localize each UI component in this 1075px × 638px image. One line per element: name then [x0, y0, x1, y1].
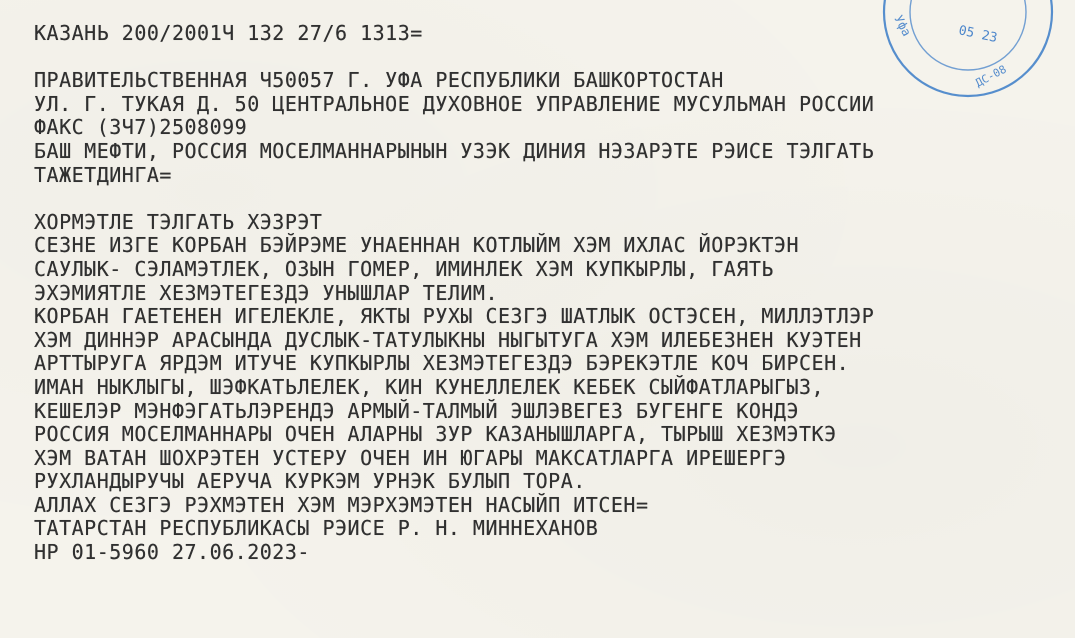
body-line: РУХЛАНДЫРУЧЫ АЕРУЧА КУРКЭМ УРНЭК БУЛЫП ТОРА. — [34, 469, 586, 494]
body-line: СЕЗНЕ ИЗГЕ КОРБАН БЭЙРЭМЕ УНАЕННАН КОТЛЫЙМ ХЭМ ИХЛАС ЙОРЭКТЭН — [34, 233, 800, 258]
body-line: КЕШЕЛЭР МЭНФЭГАТЬЛЭРЕНДЭ АРМЫЙ-ТАЛМЫЙ ЭШЛЭВЕГЕЗ БУГЕНГЕ КОНДЭ — [34, 398, 800, 423]
address-line: УЛ. Г. ТУКАЯ Д. 50 ЦЕНТРАЛЬНОЕ ДУХОВНОЕ УПРАВЛЕНИЕ МУСУЛЬМАН РОССИИ — [34, 91, 875, 116]
body-line: КОРБАН ГАЕТЕНЕН ИГЕЛЕКЛЕ, ЯКТЫ РУХЫ СЕЗГЭ ШАТЛЫК ОСТЭСЕН, МИЛЛЭТЛЭР — [34, 304, 875, 329]
blank-line — [34, 46, 1064, 70]
body-line: ХЭМ ДИННЭР АРАСЫНДА ДУСЛЫК-ТАТУЛЫКНЫ НЫГЫТУГА ХЭМ ИЛЕБЕЗНЕН КУЭТЕН — [34, 327, 862, 352]
body-line: ХЭМ ВАТАН ШОХРЭТЕН УСТЕРУ ОЧЕН ИН ЮГАРЫ МАКСАТЛАРГА ИРЕШЕРГЭ — [34, 445, 787, 470]
address-line: ПРАВИТЕЛЬСТВЕННАЯ Ч50057 Г. УФА РЕСПУБЛИКИ БАШКОРТОСТАН — [34, 68, 724, 93]
stamp-right-text: ДС-08 — [973, 62, 1009, 90]
body-line: ЭХЭМИЯТЛЕ ХЕЗМЭТЕГЕЗДЭ УНЫШЛАР ТЕЛИМ. — [34, 280, 499, 305]
signature-line: ТАТАРСТАН РЕСПУБЛИКАСЫ РЭИСЕ Р. Н. МИННЕХАНОВ — [34, 516, 599, 541]
telegram-text — [34, 22, 1064, 565]
address-line: БАШ МЕФТИ, РОССИЯ МОСЕЛМАННАРЫНЫН УЗЭК ДИНИЯ НЭЗАРЭТЕ РЭИСЕ ТЭЛГАТЬ — [34, 138, 875, 163]
body-line: САУЛЫК- СЭЛАМЭТЛЕК, ОЗЫН ГОМЕР, ИМИНЛЕК ХЭМ КУПКЫРЛЫ, ГАЯТЬ — [34, 256, 774, 281]
address-line: ТАЖЕТДИНГА= — [34, 162, 172, 187]
header-line: КАЗАНЬ 200/2001Ч 132 27/6 1313= — [34, 21, 423, 45]
blank-line — [34, 187, 1064, 211]
stamp-date: 05 23 — [957, 23, 999, 47]
body-line: ИМАН НЫКЛЫГЫ, ШЭФКАТЬЛЕЛЕК, КИН КУНЕЛЛЕЛЕК КЕБЕК СЫЙФАТЛАРЫГЫЗ, — [34, 374, 825, 399]
reference-line: НР 01-5960 27.06.2023- — [34, 540, 310, 565]
address-line: ФАКС (3Ч7)2508099 — [34, 115, 248, 140]
stamp-left-text: Уфа — [891, 12, 914, 39]
body-line: РОССИЯ МОСЕЛМАННАРЫ ОЧЕН АЛАРНЫ ЗУР КАЗАНЫШЛАРГА, ТЫРЫШ ХЕЗМЭТКЭ — [34, 422, 837, 447]
body-line: АЛЛАХ СЕЗГЭ РЭХМЭТЕН ХЭМ МЭРХЭМЭТЕН НАСЫЙП ИТСЕН= — [34, 492, 649, 517]
body-line: ХОРМЭТЛЕ ТЭЛГАТЬ ХЭЗРЭТ — [34, 209, 323, 234]
body-line: АРТТЫРУГА ЯРДЭМ ИТУЧЕ КУПКЫРЛЫ ХЕЗМЭТЕГЕЗДЭ БЭРЕКЭТЛЕ КОЧ БИРСЕН. — [34, 351, 850, 376]
